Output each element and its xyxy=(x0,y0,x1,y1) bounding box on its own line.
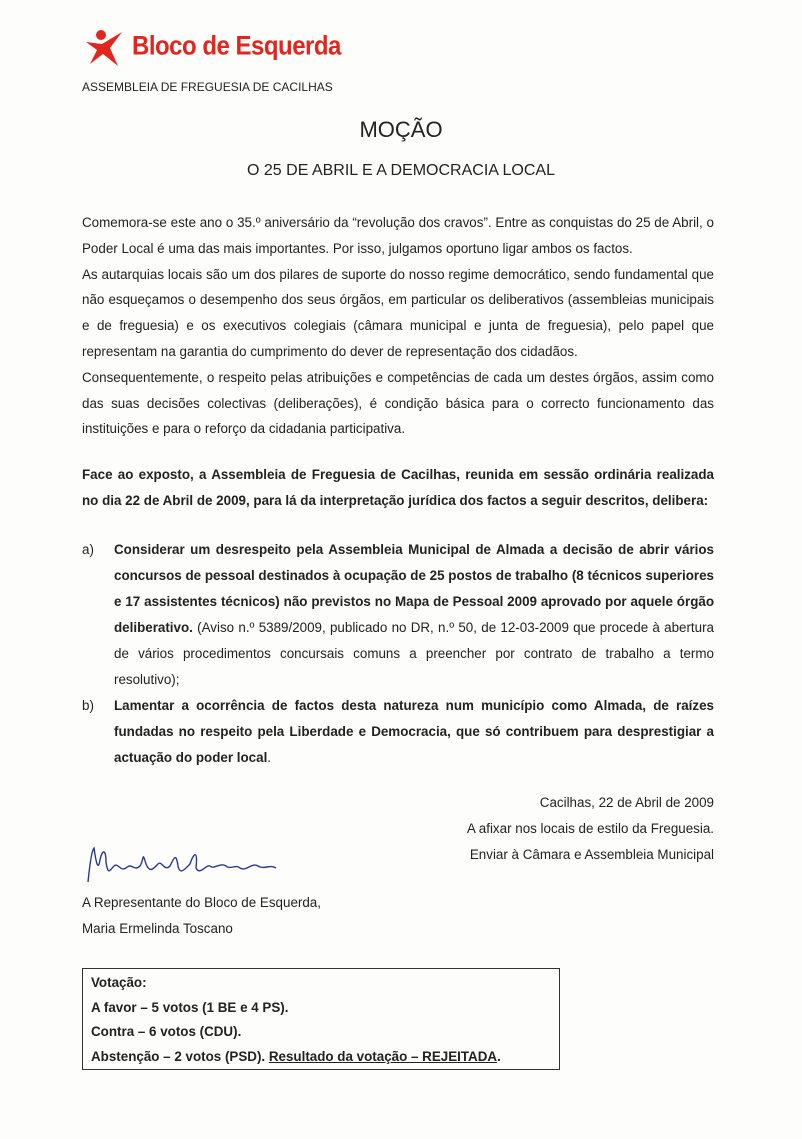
resolution-item-a xyxy=(82,537,714,693)
signatory-name: Maria Ermelinda Toscano xyxy=(82,921,233,936)
vote-contra: Contra – 6 votos (CDU). xyxy=(91,1024,242,1039)
signatory xyxy=(82,890,321,942)
assembly-name: ASSEMBLEIA DE FREGUESIA DE CACILHAS xyxy=(82,80,333,94)
item-label: b) xyxy=(82,698,94,713)
item-label: a) xyxy=(82,542,94,557)
vote-title: Votação: xyxy=(91,975,147,990)
vote-result-end: . xyxy=(497,1048,501,1064)
logo-text: Bloco de Esquerda xyxy=(132,31,341,62)
logo xyxy=(84,26,341,68)
vote-favor: A favor – 5 votos (1 BE e 4 PS). xyxy=(91,999,289,1015)
item-bold-text: Lamentar a ocorrência de factos desta natureza num município como Almada, de raízes fundadas no respeito pela Liberdade e Democracia, que só contribuem para desprestigiar a actuação do poder local xyxy=(114,698,714,765)
document-title: MOÇÃO xyxy=(359,117,443,142)
closing-block xyxy=(467,790,714,868)
signatory-role: A Representante do Bloco de Esquerda, xyxy=(82,895,321,910)
closing-line: Enviar à Câmara e Assembleia Municipal xyxy=(469,847,714,862)
vote-box xyxy=(82,968,560,1070)
intro-paragraph: Consequentemente, o respeito pelas atribuições e competências de cada um destes órgãos, assim como das suas decisões colectivas (deliberações), é condição básica para o correcto funcionamento das instituições e para o reforço da cidadania participativa. xyxy=(82,369,714,437)
closing-line: A afixar nos locais de estilo da Freguesia. xyxy=(466,821,714,836)
resolution-item-b xyxy=(82,693,714,771)
star-figure-icon xyxy=(84,26,126,68)
vote-result: Resultado da votação – REJEITADA xyxy=(268,1048,498,1064)
intro-paragraph: As autarquias locais são um dos pilares de suporte do nosso regime democrático, sendo fundamental que não esqueçamos o desempenho dos seus órgãos, em particular os deliberativos (assembleias municipais e de freguesia) e os executivos colegiais (câmara municipal e junta de freguesia), pelo papel que representam na garantia do cumprimento do dever de representação dos cidadãos. xyxy=(82,266,714,359)
item-text: . xyxy=(267,750,272,765)
intro-text xyxy=(82,210,714,442)
item-text: (Aviso n.º 5389/2009, publicado no DR, n.º 50, de 12-03-2009 que procede à abertura de vários procedimentos concursais comuns a preencher por contrato de trabalho a termo resolutivo); xyxy=(114,620,714,687)
item-bold-text: Considerar um desrespeito pela Assembleia Municipal de Almada a decisão de abrir vários concursos de pessoal destinados à ocupação de 25 postos de trabalho (8 técnicos superiores e 17 assistentes técnicos) não previstos no Mapa de Pessoal 2009 aprovado por aquele órgão deliberativo. xyxy=(114,542,714,635)
vote-abstention: Abstenção – 2 votos (PSD). xyxy=(91,1048,266,1064)
intro-paragraph: Comemora-se este ano o 35.º aniversário da “revolução dos cravos”. Entre as conquistas do 25 de Abril, o Poder Local é uma das mais importantes. Por isso, julgamos oportuno ligar ambos os factos. xyxy=(82,215,714,256)
place-date: Cacilhas, 22 de Abril de 2009 xyxy=(539,795,714,810)
resolution-intro: Face ao exposto, a Assembleia de Freguesia de Cacilhas, reunida em sessão ordinária realizada no dia 22 de Abril de 2009, para lá da interpretação jurídica dos factos a seguir descritos, delibera: xyxy=(82,467,714,508)
handwritten-signature xyxy=(80,842,290,892)
document-subtitle: O 25 DE ABRIL E A DEMOCRACIA LOCAL xyxy=(247,162,555,179)
